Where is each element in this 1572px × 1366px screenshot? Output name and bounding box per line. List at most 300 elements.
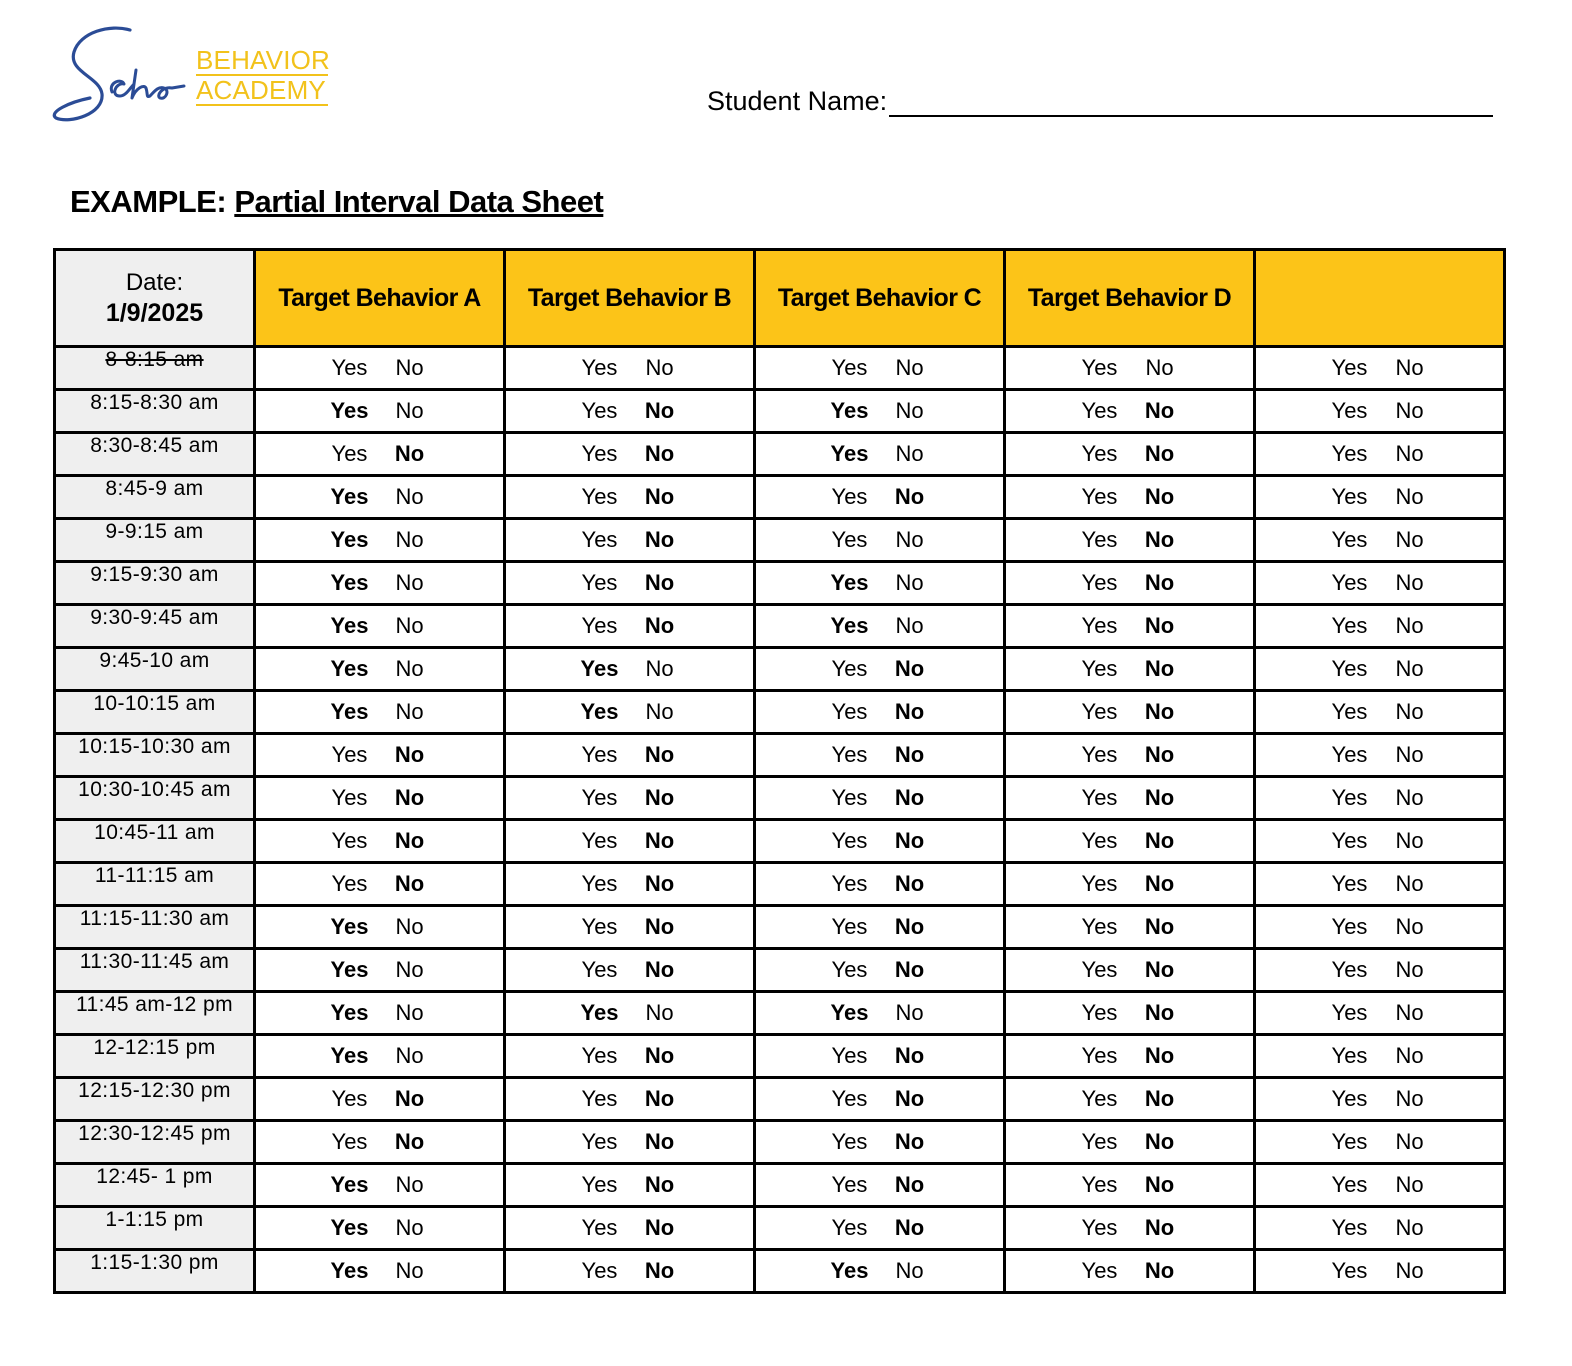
- yes-option[interactable]: Yes: [331, 441, 368, 466]
- behavior-cell[interactable]: [755, 562, 1005, 605]
- yes-option[interactable]: Yes: [831, 871, 868, 896]
- no-option[interactable]: No: [644, 914, 675, 939]
- yes-option[interactable]: Yes: [1081, 570, 1118, 595]
- yes-option[interactable]: Yes: [1331, 957, 1368, 982]
- yes-option[interactable]: Yes: [830, 1258, 869, 1283]
- no-option[interactable]: No: [395, 1043, 424, 1068]
- yes-option[interactable]: Yes: [1081, 484, 1118, 509]
- behavior-cell[interactable]: [1005, 347, 1255, 390]
- no-option[interactable]: No: [1144, 1129, 1175, 1154]
- no-option[interactable]: No: [394, 742, 425, 767]
- yes-option[interactable]: Yes: [330, 699, 369, 724]
- yes-option[interactable]: Yes: [581, 398, 618, 423]
- yes-option[interactable]: Yes: [1331, 1258, 1368, 1283]
- behavior-cell[interactable]: [1005, 562, 1255, 605]
- yes-option[interactable]: Yes: [1081, 957, 1118, 982]
- behavior-cell[interactable]: [1255, 1035, 1505, 1078]
- yes-option[interactable]: Yes: [831, 1086, 868, 1111]
- yes-option[interactable]: Yes: [331, 785, 368, 810]
- yes-option[interactable]: Yes: [581, 828, 618, 853]
- behavior-cell[interactable]: [1005, 648, 1255, 691]
- behavior-cell[interactable]: [255, 1207, 505, 1250]
- behavior-cell[interactable]: [255, 562, 505, 605]
- yes-option[interactable]: Yes: [331, 828, 368, 853]
- behavior-cell[interactable]: [505, 1035, 755, 1078]
- behavior-cell[interactable]: [1005, 906, 1255, 949]
- no-option[interactable]: No: [395, 484, 424, 509]
- no-option[interactable]: No: [894, 1043, 925, 1068]
- behavior-cell[interactable]: [505, 562, 755, 605]
- yes-option[interactable]: Yes: [1331, 699, 1368, 724]
- no-option[interactable]: No: [1144, 828, 1175, 853]
- behavior-cell[interactable]: [1255, 949, 1505, 992]
- behavior-cell[interactable]: [1255, 863, 1505, 906]
- no-option[interactable]: No: [644, 527, 675, 552]
- no-option[interactable]: No: [1144, 785, 1175, 810]
- behavior-cell[interactable]: [505, 820, 755, 863]
- yes-option[interactable]: Yes: [330, 398, 369, 423]
- yes-option[interactable]: Yes: [831, 1043, 868, 1068]
- no-option[interactable]: No: [644, 957, 675, 982]
- no-option[interactable]: No: [895, 441, 924, 466]
- no-option[interactable]: No: [1395, 1215, 1424, 1240]
- behavior-cell[interactable]: [755, 949, 1005, 992]
- no-option[interactable]: No: [1395, 527, 1424, 552]
- yes-option[interactable]: Yes: [330, 1215, 369, 1240]
- yes-option[interactable]: Yes: [1331, 570, 1368, 595]
- no-option[interactable]: No: [895, 527, 924, 552]
- behavior-cell[interactable]: [505, 992, 755, 1035]
- yes-option[interactable]: Yes: [1331, 441, 1368, 466]
- behavior-cell[interactable]: [1005, 820, 1255, 863]
- behavior-cell[interactable]: [1255, 1207, 1505, 1250]
- yes-option[interactable]: Yes: [1081, 699, 1118, 724]
- yes-option[interactable]: Yes: [581, 871, 618, 896]
- no-option[interactable]: No: [395, 527, 424, 552]
- no-option[interactable]: No: [894, 742, 925, 767]
- no-option[interactable]: No: [644, 484, 675, 509]
- yes-option[interactable]: Yes: [1331, 1215, 1368, 1240]
- no-option[interactable]: No: [894, 1086, 925, 1111]
- no-option[interactable]: No: [1395, 570, 1424, 595]
- behavior-cell[interactable]: [1255, 1164, 1505, 1207]
- yes-option[interactable]: Yes: [580, 656, 619, 681]
- behavior-cell[interactable]: [1255, 1121, 1505, 1164]
- yes-option[interactable]: Yes: [831, 828, 868, 853]
- yes-option[interactable]: Yes: [1081, 1129, 1118, 1154]
- behavior-cell[interactable]: [1005, 949, 1255, 992]
- behavior-cell[interactable]: [1005, 519, 1255, 562]
- yes-option[interactable]: Yes: [1331, 871, 1368, 896]
- behavior-cell[interactable]: [755, 433, 1005, 476]
- behavior-cell[interactable]: [1255, 992, 1505, 1035]
- behavior-cell[interactable]: [505, 519, 755, 562]
- no-option[interactable]: No: [1144, 570, 1175, 595]
- behavior-cell[interactable]: [505, 390, 755, 433]
- no-option[interactable]: No: [894, 828, 925, 853]
- student-name-field[interactable]: [707, 85, 1493, 117]
- yes-option[interactable]: Yes: [1331, 914, 1368, 939]
- no-option[interactable]: No: [894, 656, 925, 681]
- behavior-cell[interactable]: [1005, 605, 1255, 648]
- behavior-cell[interactable]: [1255, 476, 1505, 519]
- no-option[interactable]: No: [894, 1215, 925, 1240]
- no-option[interactable]: No: [644, 1129, 675, 1154]
- yes-option[interactable]: Yes: [1081, 742, 1118, 767]
- yes-option[interactable]: Yes: [330, 1043, 369, 1068]
- yes-option[interactable]: Yes: [831, 1215, 868, 1240]
- no-option[interactable]: No: [1395, 355, 1424, 380]
- behavior-cell[interactable]: [255, 605, 505, 648]
- yes-option[interactable]: Yes: [1081, 613, 1118, 638]
- behavior-cell[interactable]: [1255, 605, 1505, 648]
- no-option[interactable]: No: [395, 1000, 424, 1025]
- yes-option[interactable]: Yes: [831, 957, 868, 982]
- yes-option[interactable]: Yes: [580, 699, 619, 724]
- yes-option[interactable]: Yes: [1081, 355, 1118, 380]
- no-option[interactable]: No: [644, 1043, 675, 1068]
- behavior-cell[interactable]: [1255, 1250, 1505, 1293]
- no-option[interactable]: No: [1395, 1043, 1424, 1068]
- behavior-cell[interactable]: [755, 605, 1005, 648]
- yes-option[interactable]: Yes: [331, 1086, 368, 1111]
- yes-option[interactable]: Yes: [1081, 914, 1118, 939]
- no-option[interactable]: No: [394, 785, 425, 810]
- behavior-cell[interactable]: [755, 777, 1005, 820]
- no-option[interactable]: No: [894, 484, 925, 509]
- yes-option[interactable]: Yes: [581, 1086, 618, 1111]
- behavior-cell[interactable]: [1005, 1164, 1255, 1207]
- yes-option[interactable]: Yes: [331, 871, 368, 896]
- yes-option[interactable]: Yes: [330, 484, 369, 509]
- no-option[interactable]: No: [1144, 1172, 1175, 1197]
- no-option[interactable]: No: [644, 1172, 675, 1197]
- yes-option[interactable]: Yes: [1081, 1000, 1118, 1025]
- yes-option[interactable]: Yes: [831, 914, 868, 939]
- yes-option[interactable]: Yes: [581, 785, 618, 810]
- behavior-cell[interactable]: [505, 605, 755, 648]
- no-option[interactable]: No: [644, 1215, 675, 1240]
- yes-option[interactable]: Yes: [581, 570, 618, 595]
- no-option[interactable]: No: [1395, 613, 1424, 638]
- no-option[interactable]: No: [894, 699, 925, 724]
- no-option[interactable]: No: [1395, 785, 1424, 810]
- yes-option[interactable]: Yes: [330, 656, 369, 681]
- behavior-cell[interactable]: [755, 476, 1005, 519]
- behavior-cell[interactable]: [255, 1078, 505, 1121]
- behavior-cell[interactable]: [1005, 1207, 1255, 1250]
- behavior-cell[interactable]: [505, 734, 755, 777]
- behavior-cell[interactable]: [255, 648, 505, 691]
- no-option[interactable]: No: [645, 656, 674, 681]
- behavior-cell[interactable]: [255, 949, 505, 992]
- no-option[interactable]: No: [395, 699, 424, 724]
- yes-option[interactable]: Yes: [331, 355, 368, 380]
- no-option[interactable]: No: [395, 1258, 424, 1283]
- no-option[interactable]: No: [1144, 1086, 1175, 1111]
- no-option[interactable]: No: [1144, 441, 1175, 466]
- behavior-cell[interactable]: [755, 1250, 1005, 1293]
- behavior-cell[interactable]: [505, 1078, 755, 1121]
- yes-option[interactable]: Yes: [581, 742, 618, 767]
- no-option[interactable]: No: [395, 914, 424, 939]
- behavior-cell[interactable]: [505, 949, 755, 992]
- yes-option[interactable]: Yes: [831, 699, 868, 724]
- behavior-cell[interactable]: [505, 1207, 755, 1250]
- yes-option[interactable]: Yes: [1081, 1043, 1118, 1068]
- behavior-cell[interactable]: [505, 648, 755, 691]
- behavior-cell[interactable]: [505, 1250, 755, 1293]
- yes-option[interactable]: Yes: [1081, 527, 1118, 552]
- yes-option[interactable]: Yes: [1331, 398, 1368, 423]
- behavior-cell[interactable]: [755, 820, 1005, 863]
- yes-option[interactable]: Yes: [830, 398, 869, 423]
- no-option[interactable]: No: [644, 1258, 675, 1283]
- no-option[interactable]: No: [644, 398, 675, 423]
- yes-option[interactable]: Yes: [580, 1000, 619, 1025]
- no-option[interactable]: No: [394, 828, 425, 853]
- behavior-cell[interactable]: [1255, 433, 1505, 476]
- no-option[interactable]: No: [1144, 871, 1175, 896]
- yes-option[interactable]: Yes: [581, 441, 618, 466]
- behavior-cell[interactable]: [255, 347, 505, 390]
- yes-option[interactable]: Yes: [581, 484, 618, 509]
- yes-option[interactable]: Yes: [1331, 613, 1368, 638]
- behavior-cell[interactable]: [255, 1121, 505, 1164]
- yes-option[interactable]: Yes: [1331, 1043, 1368, 1068]
- no-option[interactable]: No: [1395, 398, 1424, 423]
- yes-option[interactable]: Yes: [1331, 742, 1368, 767]
- no-option[interactable]: No: [894, 871, 925, 896]
- behavior-cell[interactable]: [505, 863, 755, 906]
- yes-option[interactable]: Yes: [581, 527, 618, 552]
- yes-option[interactable]: Yes: [1331, 527, 1368, 552]
- no-option[interactable]: No: [894, 1129, 925, 1154]
- behavior-cell[interactable]: [1005, 476, 1255, 519]
- no-option[interactable]: No: [1144, 742, 1175, 767]
- no-option[interactable]: No: [895, 1258, 924, 1283]
- behavior-cell[interactable]: [1005, 1078, 1255, 1121]
- behavior-header-blank[interactable]: [1255, 250, 1505, 347]
- yes-option[interactable]: Yes: [831, 1172, 868, 1197]
- behavior-cell[interactable]: [505, 347, 755, 390]
- yes-option[interactable]: Yes: [831, 1129, 868, 1154]
- yes-option[interactable]: Yes: [581, 1172, 618, 1197]
- no-option[interactable]: No: [645, 1000, 674, 1025]
- no-option[interactable]: No: [1144, 656, 1175, 681]
- behavior-cell[interactable]: [1005, 691, 1255, 734]
- no-option[interactable]: No: [645, 355, 674, 380]
- yes-option[interactable]: Yes: [1081, 1215, 1118, 1240]
- yes-option[interactable]: Yes: [831, 484, 868, 509]
- yes-option[interactable]: Yes: [330, 1172, 369, 1197]
- no-option[interactable]: No: [644, 742, 675, 767]
- yes-option[interactable]: Yes: [330, 914, 369, 939]
- no-option[interactable]: No: [1395, 441, 1424, 466]
- yes-option[interactable]: Yes: [1081, 785, 1118, 810]
- no-option[interactable]: No: [1145, 355, 1174, 380]
- behavior-cell[interactable]: [755, 906, 1005, 949]
- behavior-cell[interactable]: [255, 734, 505, 777]
- no-option[interactable]: No: [394, 1129, 425, 1154]
- no-option[interactable]: No: [1395, 1000, 1424, 1025]
- behavior-cell[interactable]: [255, 691, 505, 734]
- behavior-cell[interactable]: [755, 519, 1005, 562]
- yes-option[interactable]: Yes: [831, 355, 868, 380]
- no-option[interactable]: No: [644, 1086, 675, 1111]
- yes-option[interactable]: Yes: [1081, 441, 1118, 466]
- behavior-cell[interactable]: [1005, 992, 1255, 1035]
- no-option[interactable]: No: [1395, 656, 1424, 681]
- yes-option[interactable]: Yes: [1081, 1258, 1118, 1283]
- no-option[interactable]: No: [644, 613, 675, 638]
- behavior-cell[interactable]: [755, 1078, 1005, 1121]
- no-option[interactable]: No: [395, 570, 424, 595]
- behavior-cell[interactable]: [1255, 347, 1505, 390]
- no-option[interactable]: No: [1395, 1129, 1424, 1154]
- yes-option[interactable]: Yes: [330, 570, 369, 595]
- yes-option[interactable]: Yes: [581, 914, 618, 939]
- yes-option[interactable]: Yes: [1331, 828, 1368, 853]
- yes-option[interactable]: Yes: [831, 656, 868, 681]
- no-option[interactable]: No: [1144, 699, 1175, 724]
- no-option[interactable]: No: [895, 613, 924, 638]
- behavior-cell[interactable]: [755, 992, 1005, 1035]
- yes-option[interactable]: Yes: [831, 785, 868, 810]
- no-option[interactable]: No: [1144, 613, 1175, 638]
- behavior-cell[interactable]: [755, 347, 1005, 390]
- yes-option[interactable]: Yes: [830, 441, 869, 466]
- behavior-cell[interactable]: [255, 1035, 505, 1078]
- yes-option[interactable]: Yes: [830, 570, 869, 595]
- behavior-cell[interactable]: [1255, 820, 1505, 863]
- behavior-cell[interactable]: [255, 777, 505, 820]
- yes-option[interactable]: Yes: [581, 613, 618, 638]
- behavior-cell[interactable]: [505, 433, 755, 476]
- yes-option[interactable]: Yes: [331, 742, 368, 767]
- behavior-cell[interactable]: [1005, 734, 1255, 777]
- no-option[interactable]: No: [1395, 871, 1424, 896]
- yes-option[interactable]: Yes: [830, 613, 869, 638]
- no-option[interactable]: No: [395, 957, 424, 982]
- no-option[interactable]: No: [395, 1172, 424, 1197]
- behavior-cell[interactable]: [1005, 777, 1255, 820]
- no-option[interactable]: No: [645, 699, 674, 724]
- no-option[interactable]: No: [1144, 1043, 1175, 1068]
- behavior-cell[interactable]: [755, 863, 1005, 906]
- yes-option[interactable]: Yes: [581, 957, 618, 982]
- yes-option[interactable]: Yes: [330, 613, 369, 638]
- no-option[interactable]: No: [394, 871, 425, 896]
- behavior-cell[interactable]: [755, 1121, 1005, 1164]
- behavior-cell[interactable]: [1255, 906, 1505, 949]
- behavior-cell[interactable]: [255, 820, 505, 863]
- behavior-cell[interactable]: [255, 390, 505, 433]
- behavior-cell[interactable]: [255, 863, 505, 906]
- behavior-cell[interactable]: [755, 1035, 1005, 1078]
- yes-option[interactable]: Yes: [1331, 1086, 1368, 1111]
- no-option[interactable]: No: [895, 570, 924, 595]
- yes-option[interactable]: Yes: [330, 1258, 369, 1283]
- no-option[interactable]: No: [1144, 527, 1175, 552]
- behavior-cell[interactable]: [755, 390, 1005, 433]
- no-option[interactable]: No: [394, 1086, 425, 1111]
- no-option[interactable]: No: [1144, 1000, 1175, 1025]
- no-option[interactable]: No: [1144, 398, 1175, 423]
- no-option[interactable]: No: [395, 656, 424, 681]
- no-option[interactable]: No: [1395, 484, 1424, 509]
- behavior-cell[interactable]: [1255, 519, 1505, 562]
- behavior-cell[interactable]: [1005, 1121, 1255, 1164]
- yes-option[interactable]: Yes: [1081, 871, 1118, 896]
- yes-option[interactable]: Yes: [1331, 1129, 1368, 1154]
- no-option[interactable]: No: [895, 398, 924, 423]
- behavior-cell[interactable]: [505, 777, 755, 820]
- no-option[interactable]: No: [1395, 1258, 1424, 1283]
- yes-option[interactable]: Yes: [1081, 1086, 1118, 1111]
- student-name-blank[interactable]: [889, 85, 1493, 117]
- yes-option[interactable]: Yes: [331, 1129, 368, 1154]
- no-option[interactable]: No: [1395, 742, 1424, 767]
- no-option[interactable]: No: [395, 398, 424, 423]
- yes-option[interactable]: Yes: [830, 1000, 869, 1025]
- yes-option[interactable]: Yes: [1331, 1000, 1368, 1025]
- behavior-cell[interactable]: [505, 1121, 755, 1164]
- behavior-cell[interactable]: [255, 906, 505, 949]
- no-option[interactable]: No: [1144, 1215, 1175, 1240]
- no-option[interactable]: No: [644, 441, 675, 466]
- no-option[interactable]: No: [895, 355, 924, 380]
- yes-option[interactable]: Yes: [1081, 656, 1118, 681]
- yes-option[interactable]: Yes: [581, 1258, 618, 1283]
- no-option[interactable]: No: [395, 1215, 424, 1240]
- yes-option[interactable]: Yes: [330, 957, 369, 982]
- yes-option[interactable]: Yes: [1331, 785, 1368, 810]
- no-option[interactable]: No: [1144, 1258, 1175, 1283]
- behavior-cell[interactable]: [1255, 390, 1505, 433]
- yes-option[interactable]: Yes: [1081, 828, 1118, 853]
- yes-option[interactable]: Yes: [581, 355, 618, 380]
- no-option[interactable]: No: [894, 1172, 925, 1197]
- behavior-cell[interactable]: [505, 906, 755, 949]
- behavior-cell[interactable]: [1255, 691, 1505, 734]
- yes-option[interactable]: Yes: [1081, 398, 1118, 423]
- no-option[interactable]: No: [895, 1000, 924, 1025]
- behavior-cell[interactable]: [1005, 1035, 1255, 1078]
- behavior-cell[interactable]: [755, 734, 1005, 777]
- no-option[interactable]: No: [394, 441, 425, 466]
- no-option[interactable]: No: [894, 785, 925, 810]
- yes-option[interactable]: Yes: [1081, 1172, 1118, 1197]
- behavior-cell[interactable]: [755, 1164, 1005, 1207]
- behavior-cell[interactable]: [1255, 734, 1505, 777]
- no-option[interactable]: No: [644, 828, 675, 853]
- behavior-cell[interactable]: [505, 691, 755, 734]
- yes-option[interactable]: Yes: [1331, 484, 1368, 509]
- behavior-cell[interactable]: [255, 1164, 505, 1207]
- no-option[interactable]: No: [1395, 914, 1424, 939]
- no-option[interactable]: No: [1395, 699, 1424, 724]
- behavior-cell[interactable]: [255, 1250, 505, 1293]
- yes-option[interactable]: Yes: [831, 742, 868, 767]
- yes-option[interactable]: Yes: [581, 1043, 618, 1068]
- behavior-cell[interactable]: [255, 992, 505, 1035]
- no-option[interactable]: No: [894, 914, 925, 939]
- no-option[interactable]: No: [1395, 828, 1424, 853]
- no-option[interactable]: No: [1395, 1172, 1424, 1197]
- no-option[interactable]: No: [894, 957, 925, 982]
- no-option[interactable]: No: [1144, 957, 1175, 982]
